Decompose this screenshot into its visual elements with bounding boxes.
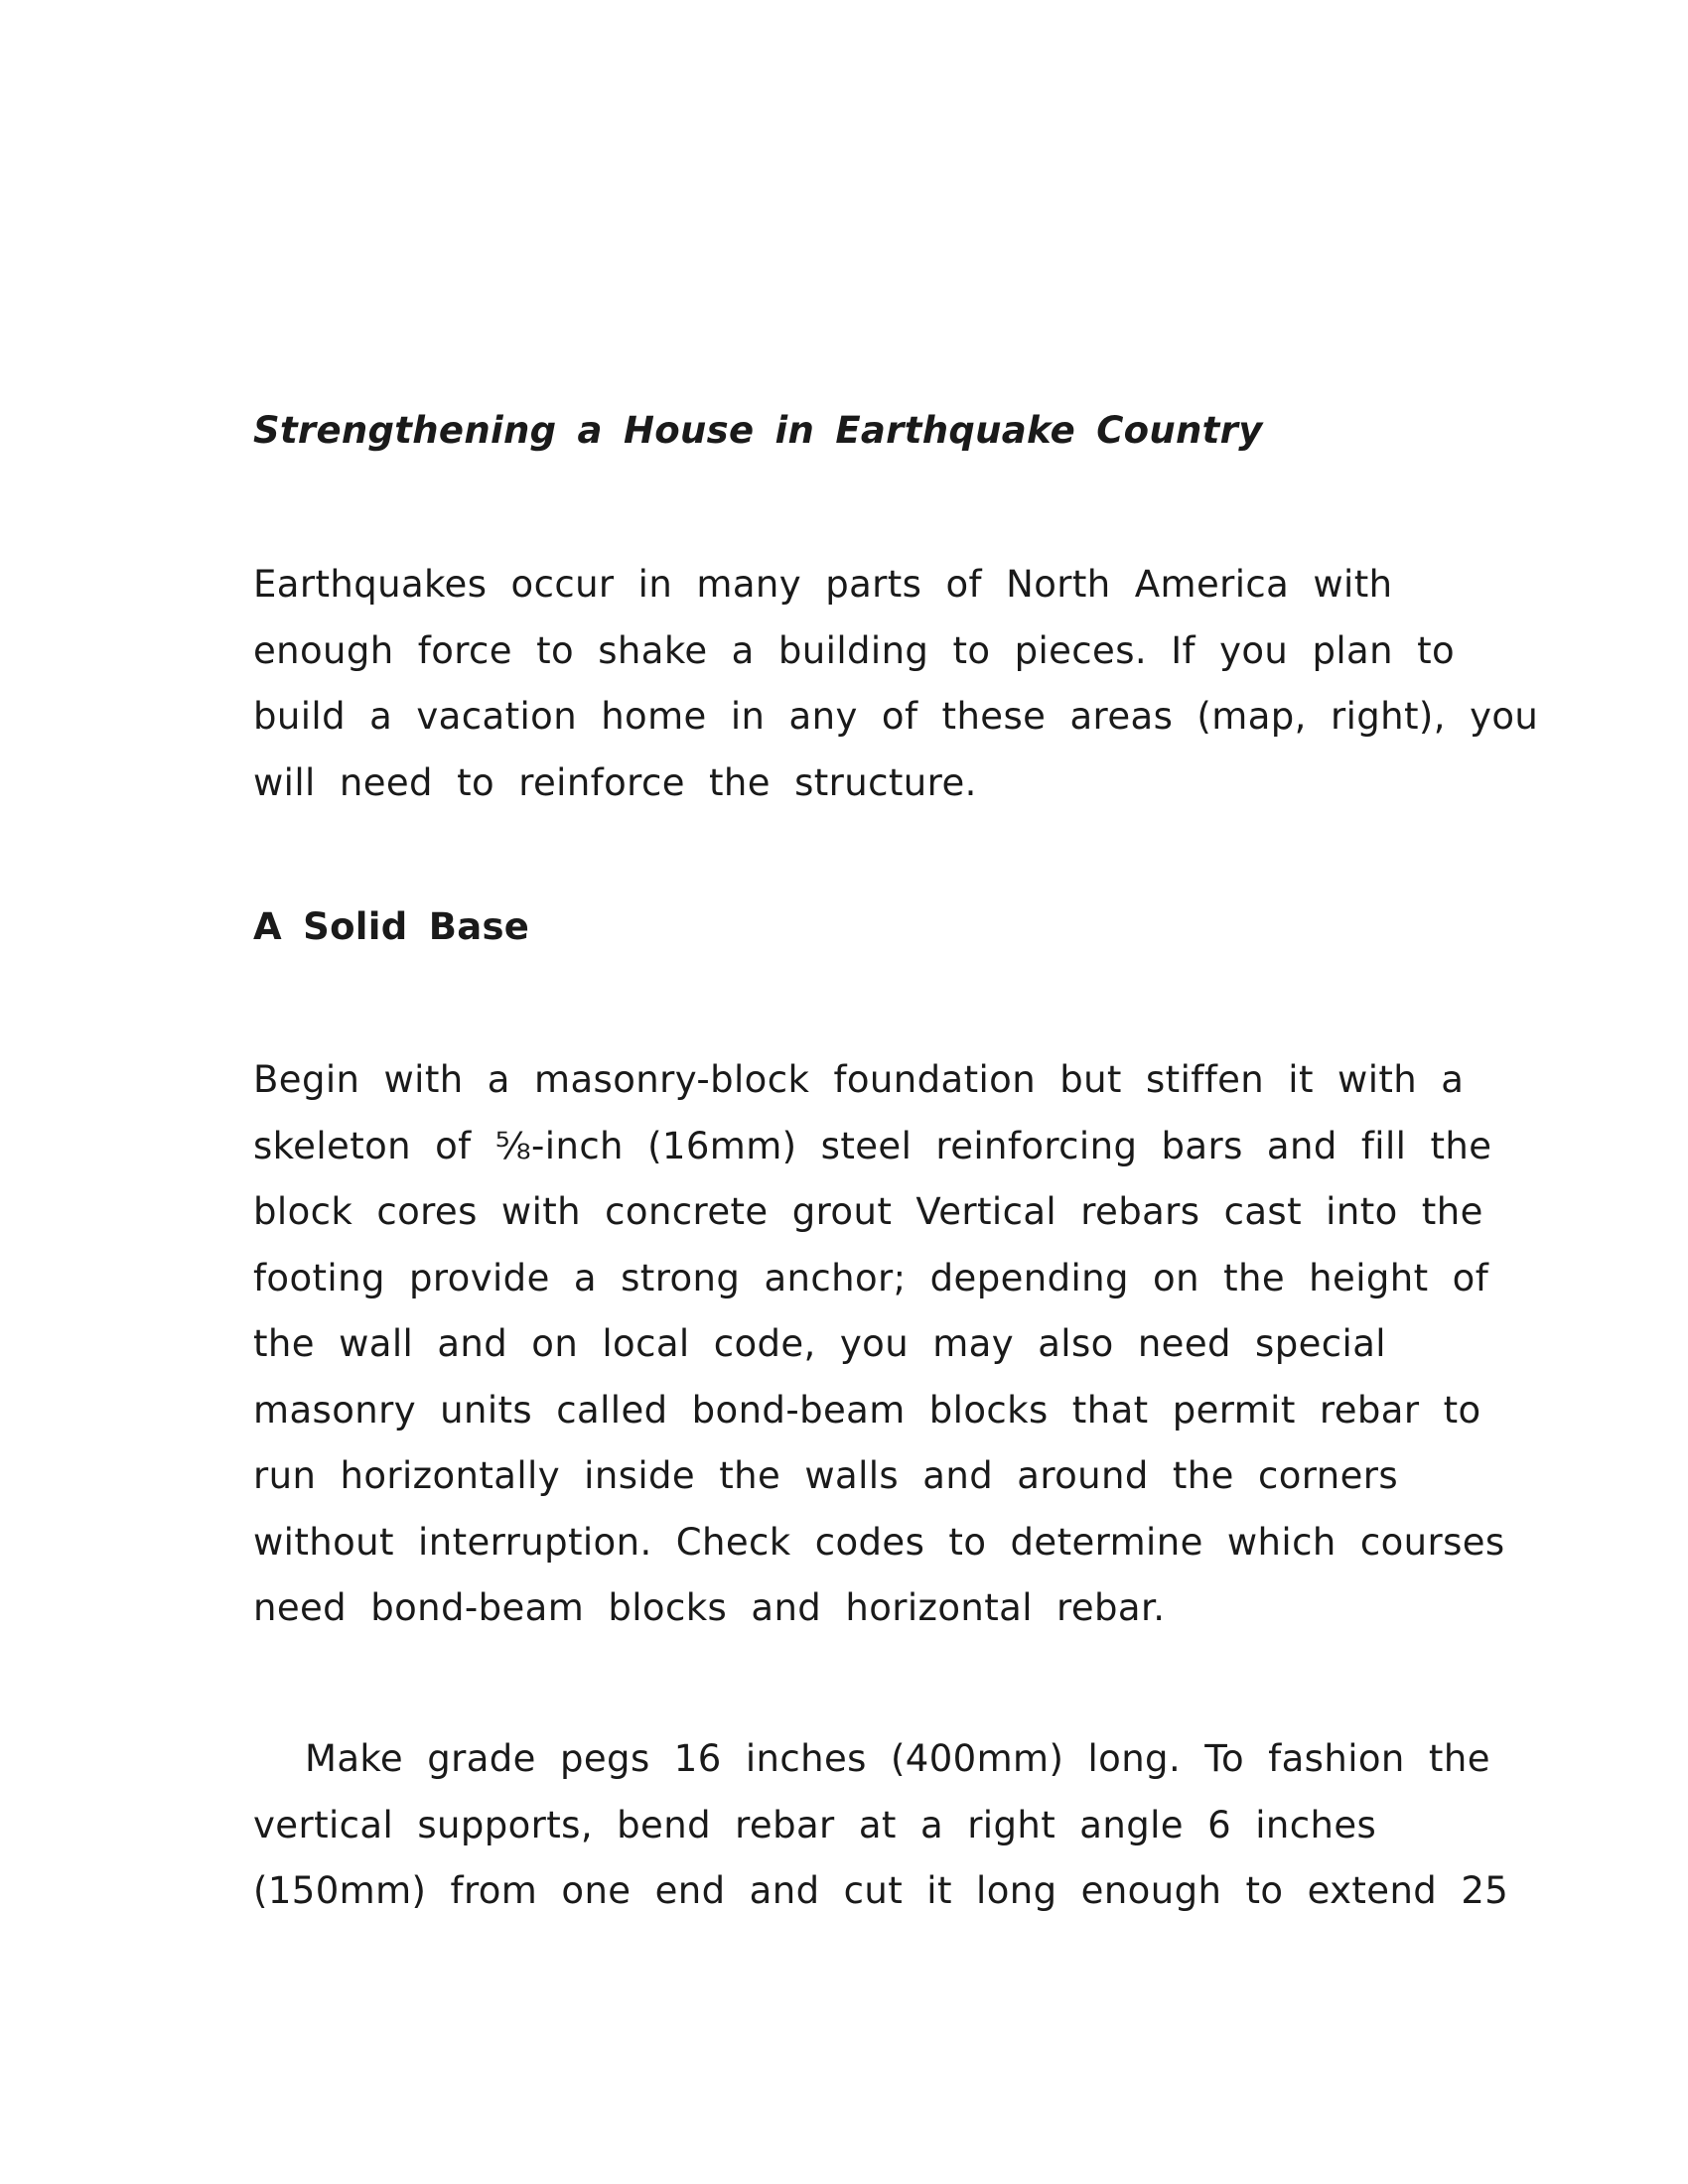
text-line: skeleton of ⅝-inch (16mm) steel reinforcing bars and fill the	[253, 1124, 1492, 1167]
text-line: Begin with a masonry-block foundation but stiffen it with a	[253, 1058, 1465, 1101]
text-line: block cores with concrete grout Vertical rebars cast into the	[253, 1190, 1483, 1233]
text-line: run horizontally inside the walls and around the corners	[253, 1454, 1399, 1497]
text-line: will need to reinforce the structure.	[253, 760, 977, 804]
page-title: Strengthening a House in Earthquake Country	[253, 409, 1263, 452]
text-line: the wall and on local code, you may also need special	[253, 1322, 1386, 1365]
body-paragraph	[253, 1047, 1505, 1642]
text-line: build a vacation home in any of these areas (map, right), you	[253, 695, 1539, 738]
text-line: masonry units called bond-beam blocks that permit rebar to	[253, 1388, 1481, 1432]
text-line: footing provide a strong anchor; depending on the height of	[253, 1256, 1489, 1299]
text-line: Earthquakes occur in many parts of North America with	[253, 563, 1393, 606]
text-line: vertical supports, bend rebar at a right angle 6 inches	[253, 1803, 1377, 1846]
text-line: without interruption. Check codes to determine which courses	[253, 1520, 1505, 1564]
section-heading: A Solid Base	[253, 905, 530, 948]
intro-paragraph	[253, 552, 1539, 816]
text-line: enough force to shake a building to pieces. If you plan to	[253, 628, 1456, 672]
text-line: Make grade pegs 16 inches (400mm) long. To fashion the	[305, 1737, 1490, 1780]
text-line: need bond-beam blocks and horizontal rebar.	[253, 1586, 1166, 1629]
second-paragraph	[253, 1726, 1509, 1925]
text-line: (150mm) from one end and cut it long enough to extend 25	[253, 1869, 1509, 1912]
